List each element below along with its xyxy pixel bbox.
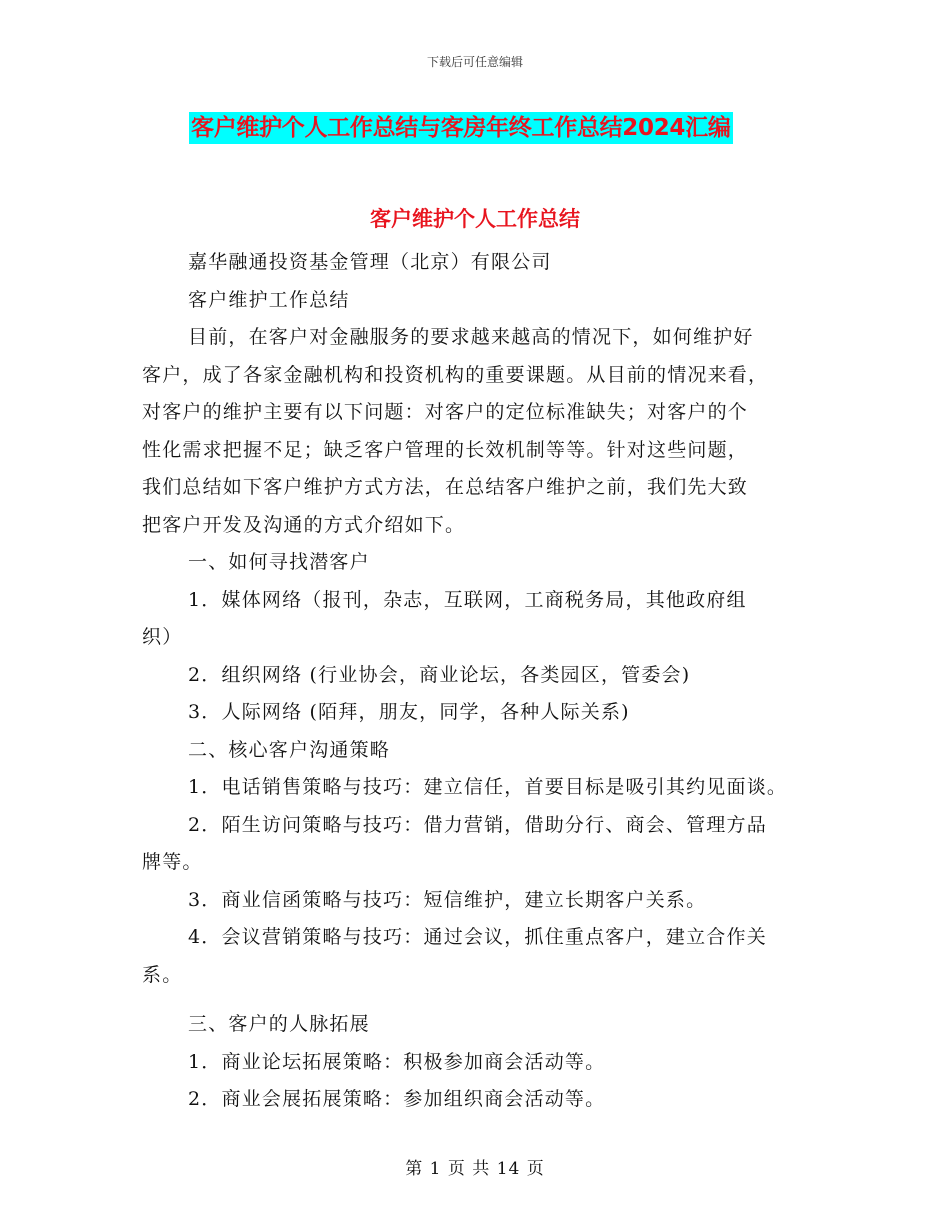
list-item-continuation: 织）	[142, 626, 183, 648]
body-line: 客户维护工作总结	[188, 288, 350, 311]
list-item: 1．商业论坛拓展策略：积极参加商会活动等。	[188, 1050, 606, 1073]
header-note: 下载后可任意编辑	[426, 55, 523, 69]
list-item: 1．媒体网络（报刊，杂志，互联网，工商税务局，其他政府组	[188, 588, 747, 611]
body-line: 嘉华融通投资基金管理（北京）有限公司	[188, 251, 552, 273]
list-item: 4．会议营销策略与技巧：通过会议，抓住重点客户，建立合作关	[188, 926, 767, 948]
body-line: 把客户开发及沟通的方式介绍如下。	[142, 513, 466, 536]
heading-line: 一、如何寻找潜客户	[188, 551, 370, 573]
section-title: 客户维护个人工作总结	[370, 207, 580, 231]
body-line: 目前，在客户对金融服务的要求越来越高的情况下，如何维护好	[188, 326, 754, 348]
list-item: 1．电话销售策略与技巧：建立信任，首要目标是吸引其约见面谈。	[188, 776, 788, 798]
document-title: 客户维护个人工作总结与客房年终工作总结2024汇编	[189, 112, 733, 144]
body-line: 客户，成了各家金融机构和投资机构的重要课题。从目前的情况来看，	[142, 363, 769, 386]
body-line: 对客户的维护主要有以下问题：对客户的定位标准缺失；对客户的个	[142, 401, 749, 423]
page-number: 第 1 页 共 14 页	[405, 1159, 545, 1179]
list-item: 2．商业会展拓展策略：参加组织商会活动等。	[188, 1088, 606, 1110]
list-item: 3．商业信函策略与技巧：短信维护，建立长期客户关系。	[188, 888, 707, 911]
body-line: 我们总结如下客户维护方式方法，在总结客户维护之前，我们先大致	[142, 476, 749, 498]
list-item: 2．陌生访问策略与技巧：借力营销，借助分行、商会、管理方品	[188, 813, 767, 836]
list-item-continuation: 系。	[142, 963, 183, 986]
document-body	[142, 244, 822, 1119]
heading-line: 二、核心客户沟通策略	[188, 738, 391, 761]
list-item-continuation: 牌等。	[142, 851, 203, 873]
heading-line: 三、客户的人脉拓展	[188, 1013, 370, 1035]
body-line: 性化需求把握不足；缺乏客户管理的长效机制等等。针对这些问题，	[142, 438, 749, 461]
list-item: 3．人际网络 (陌拜，朋友，同学，各种人际关系)	[188, 701, 630, 723]
list-item: 2．组织网络 (行业协会，商业论坛，各类园区，管委会)	[188, 663, 691, 686]
